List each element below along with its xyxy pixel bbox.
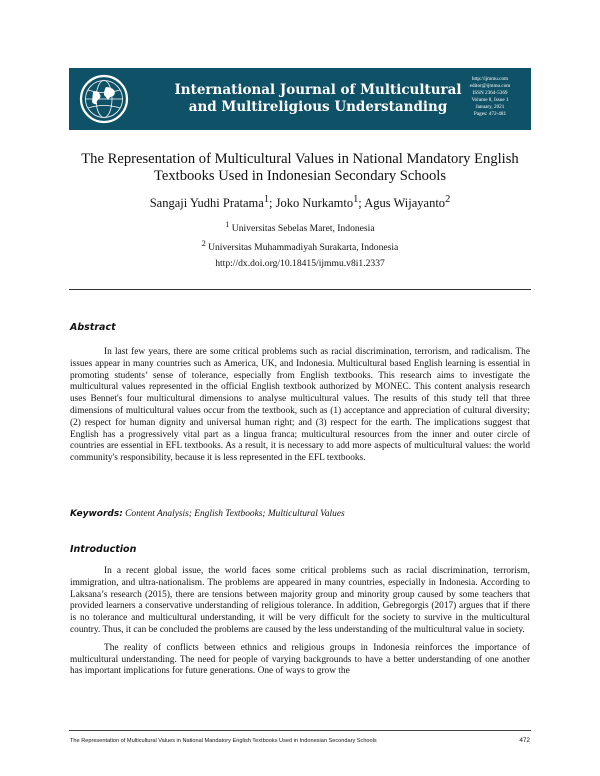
introduction-text	[70, 566, 530, 684]
author-list	[70, 192, 530, 211]
affiliation: $^2$ Universitas Muhammadiyah Surakarta, Indonesia	[201, 239, 399, 254]
author-separator: ;	[358, 196, 365, 211]
journal-url[interactable]: http://ijmmu.com	[471, 76, 509, 82]
paragraph: The reality of conflicts between ethnics and religious groups in Indonesia reinforces the importance of multicultural understanding. The need for people of varying backgrounds to have a better understanding of one another has important implications for future generations. One of ways to grow the	[70, 642, 530, 677]
author-name: Sangaji Yudhi Pratama	[149, 196, 264, 211]
author-affil-mark: 1	[353, 194, 359, 205]
author-affil-mark: 2	[445, 194, 451, 205]
abstract-paragraph: In last few years, there are some critical problems such as racial discrimination, terrorism, and radicalism. The issues appear in many countries such as America, UK, and Indonesia. Multicultural based English learning is essential in promoting students’ sense of tolerance, especially from English textbooks. This research aims to investigate the multicultural values represented in the official English textbook authorized by MONEC. This content analysis research uses Bennet's four multicultural dimensions to analyse multicultural values. The results of this study tell that three dimensions of multicultural values occur from the textbook, such as (1) acceptance and appreciation of cultural diversity; (2) respect for human dignity and universal human right; and (3) respect for the earth. The implications suggest that English has a progressively vital part as a lingua franca; multicultural resources from the inner and outer circle of countries are essential in EFL textbooks. As a result, it is necessary to add more aspects of multicultural values: the world community's responsibility, because it is less represented in the EFL textbooks.	[70, 347, 530, 464]
journal-email[interactable]: editor@ijmmu.com	[469, 83, 511, 89]
keywords-values: Content Analysis; English Textbooks; Multicultural Values	[122, 509, 345, 519]
journal-pages: Pages: 472-481	[473, 111, 507, 117]
author-affil-mark: 1	[263, 194, 270, 205]
journal-volume: Volume 8, Issue 1	[471, 97, 509, 103]
paragraph: In a recent global issue, the world faces some critical problems such as racial discrimination, terrorism, immigration, and ultra-nationalism. The problems are appeared in many countries, especially in Indonesia. According to Laksana’s research (2015), there are tensions between majority group and minority group caused by some teachers that provided learners a conservative understanding of religious tolerance. In addition, Gebregorgis (2017) argues that if there is no tolerance and multicultural understanding, it will be very difficult for the society to survive in the multicultural country. Thus, it can be concluded the problems are caused by the less understanding of the multicultural value in society.	[70, 566, 530, 635]
journal-meta	[453, 76, 527, 118]
author-name: Agus Wijayanto	[364, 196, 446, 211]
journal-title: International Journal of Multicultural and Multireligious Understanding	[174, 82, 462, 115]
abstract-text	[70, 347, 530, 471]
affiliation: $^1$ Universitas Sebelas Maret, Indonesia	[225, 220, 375, 235]
journal-issn: ISSN 2364-5369	[472, 90, 508, 96]
page-number: 472	[519, 737, 530, 744]
introduction-heading: Introduction	[70, 544, 137, 555]
abstract-heading: Abstract	[70, 322, 116, 333]
globe-logo-icon	[79, 74, 129, 124]
journal-banner	[69, 68, 531, 130]
paper-title: The Representation of Multicultural Values in National Mandatory English Textbooks Used in Indonesian Secondary Schools	[81, 151, 519, 184]
doi-link[interactable]: http://dx.doi.org/10.18415/ijmmu.v8i1.2337	[215, 258, 385, 269]
running-title: The Representation of Multicultural Values in National Mandatory English Textbooks Used in Indonesian Secondary Schools	[70, 738, 377, 744]
footer-divider	[69, 730, 531, 731]
author-name: Joko Nurkamto	[275, 196, 354, 211]
keywords	[70, 508, 530, 520]
header-divider	[69, 289, 531, 290]
author-separator: ;	[269, 196, 276, 211]
keywords-label: Keywords:	[70, 509, 123, 519]
journal-date: January, 2021	[475, 104, 505, 110]
